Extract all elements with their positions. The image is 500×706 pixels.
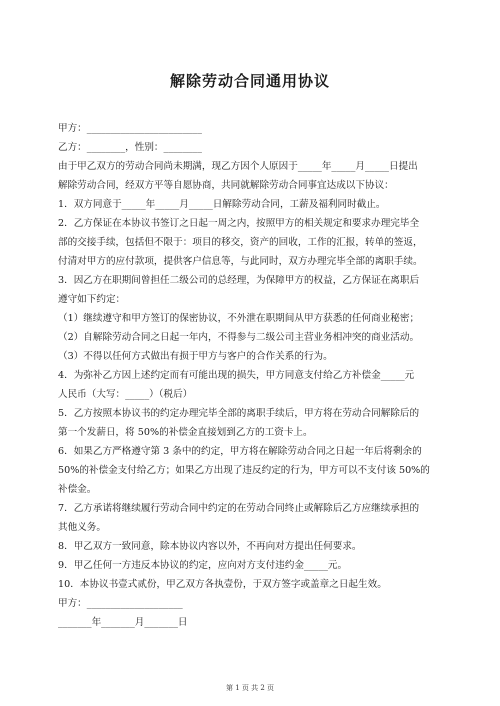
clause-3-item-3: （3）不得以任何方式做出有损于甲方与客户的合作关系的行为。 bbox=[58, 351, 333, 362]
clause-2-line-2: 部的交接手续，包括但不限于：项目的移交，资产的回收，工作的汇报，转单的签返， bbox=[58, 237, 423, 248]
page-number: 第 1 页 共 2 页 bbox=[225, 684, 275, 692]
signature-party-a: 甲方：____________________ bbox=[58, 598, 183, 609]
clause-1: 1．双方同意于_____年_____月_____日解除劳动合同，工薪及福利同时截止。 bbox=[58, 199, 386, 210]
clause-3-item-1: （1）继续遵守和甲方签订的保密协议，不外泄在职期间从甲方获悉的任何商业秘密； bbox=[58, 313, 420, 324]
clause-3-item-2: （2）自解除劳动合同之日起一年内，不得参与二级公司主营业务相冲突的商业活动。 bbox=[58, 332, 420, 343]
clause-2-line-1: 2．乙方保证在本协议书签订之日起一周之内，按照甲方的相关规定和要求办理完毕全 bbox=[58, 218, 420, 229]
clause-6-line-1: 6．如果乙方严格遵守第 3 条中的约定，甲方将在解除劳动合同之日起一年后将剩余的 bbox=[58, 446, 422, 457]
clause-9: 9．甲乙任何一方违反本协议的约定，应向对方支付违约金_____元。 bbox=[58, 560, 348, 571]
clause-7-line-2: 其他义务。 bbox=[58, 522, 106, 533]
clause-2-line-3: 付清对甲方的应付款项，提供客户信息等，与此同时，双方办理完毕全部的离职手续。 bbox=[58, 256, 423, 267]
clause-7-line-1: 7．乙方承诺将继续履行劳动合同中约定的在劳动合同终止或解除后乙方应继续承担的 bbox=[58, 503, 420, 514]
page-title: 解除劳动合同通用协议 bbox=[169, 72, 330, 90]
clause-6-line-3: 补偿金。 bbox=[58, 484, 97, 495]
intro-line-2: 解除劳动合同，经双方平等自愿协商，共同就解除劳动合同事宜达成以下协议： bbox=[58, 180, 394, 191]
clause-4-line-1: 4．为弥补乙方因上述约定而有可能出现的损失，甲方同意支付给乙方补偿金_____元 bbox=[58, 370, 415, 381]
party-a-line: 甲方：________________________ bbox=[58, 123, 202, 134]
clause-4-line-2: 人民币（大写：_____）（税后） bbox=[58, 389, 193, 400]
clause-3-line-2: 遵守如下约定： bbox=[58, 294, 126, 305]
clause-5-line-2: 第一个发薪日，将 50%的补偿金直接划到乙方的工资卡上。 bbox=[58, 427, 313, 438]
clause-8: 8．甲乙双方一致同意，除本协议内容以外，不再向对方提出任何要求。 bbox=[58, 541, 362, 552]
party-b-line: 乙方：________，性别：________ bbox=[58, 142, 202, 153]
agreement-body bbox=[58, 119, 448, 632]
signature-date: _______年_______月_______日 bbox=[58, 617, 188, 628]
clause-5-line-1: 5．乙方按照本协议书的约定办理完毕全部的离职手续后，甲方将在劳动合同解除后的 bbox=[58, 408, 420, 419]
clause-10: 10．本协议书壹式贰份，甲乙双方各执壹份，于双方签字或盖章之日起生效。 bbox=[58, 579, 387, 590]
clause-6-line-2: 50%的补偿金支付给乙方；如果乙方出现了违反约定的行为，甲方可以不支付该 50%的 bbox=[58, 465, 430, 476]
intro-line-1: 由于甲乙双方的劳动合同尚未期满，现乙方因个人原因于_____年_____月_____日提出 bbox=[58, 161, 418, 172]
clause-3-line-1: 3．因乙方在职期间曾担任二级公司的总经理，为保障甲方的权益，乙方保证在离职后 bbox=[58, 275, 420, 286]
